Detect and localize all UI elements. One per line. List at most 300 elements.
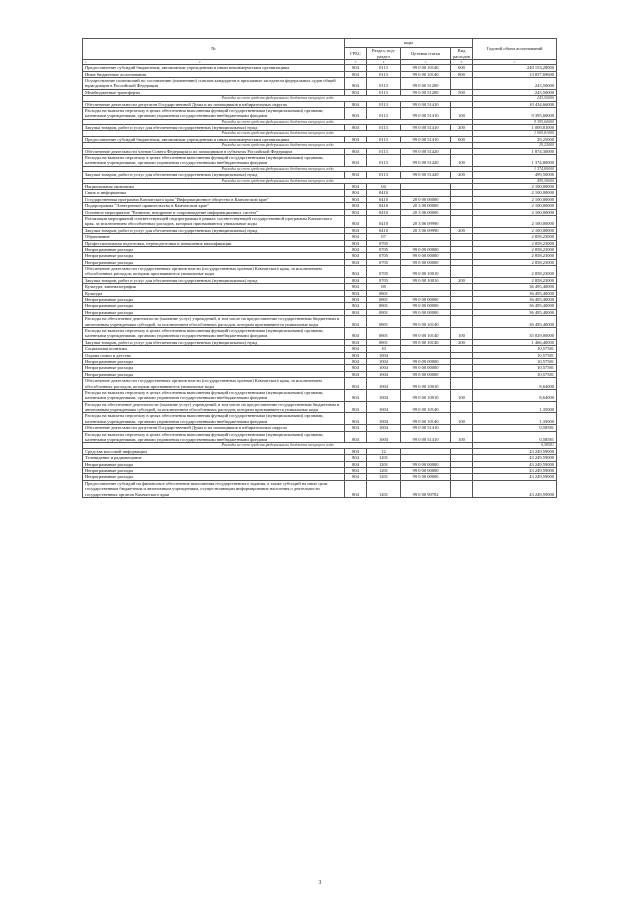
- razdel-cell: 0705: [367, 259, 401, 265]
- razdel-cell: 0801: [367, 316, 401, 328]
- target-article-cell: 20 3 06 09990: [401, 215, 451, 227]
- amount-cell: 2 858,23000: [473, 277, 557, 283]
- grbs-cell: 804: [345, 259, 367, 265]
- target-article-cell: 99 0 00 51410: [401, 125, 451, 131]
- grbs-cell: 804: [345, 190, 367, 196]
- header-sum: Годовой объем ассигнований: [473, 39, 557, 60]
- razdel-cell: 0705: [367, 277, 401, 283]
- razdel-cell: 1004: [367, 401, 401, 413]
- row-name: Расходы на выплаты персоналу в целях обеспечения выполнения функций государственными (муниципальными) органами, казенными учреждениями, органами управления государственными внебюджетными фондами: [83, 107, 345, 119]
- table-row: [83, 389, 557, 401]
- row-name: Расходы на выплаты персоналу в целях обеспечения выполнения функций государственными (муниципальными) органами, казенными учреждениями, органами управления государственными внебюджетными фондами: [83, 327, 345, 339]
- amount-cell: 2 100,00000: [473, 209, 557, 215]
- column-index-label: 1: [85, 60, 87, 64]
- amount-cell: 9 395,60000: [473, 119, 557, 124]
- razdel-cell: 0113: [367, 89, 401, 95]
- amount-cell: 10,57581: [473, 365, 557, 371]
- razdel-cell: 10: [367, 346, 401, 352]
- amount-cell: 0,58581: [473, 431, 557, 443]
- header-num: №: [83, 39, 345, 60]
- razdel-cell: 1004: [367, 413, 401, 425]
- target-article-cell: 99 0 00 10010: [401, 378, 451, 390]
- row-name: Непрограммные расходы: [83, 358, 345, 364]
- note-text: Расходы за счет средств федерального бюджета текущего года: [83, 443, 473, 448]
- amount-cell: 2 858,23000: [473, 234, 557, 240]
- row-name: Закупка товаров, работ и услуг для обеспечения государственных (муниципальных) нужд: [83, 277, 345, 283]
- amount-cell: 43 249,59000: [473, 455, 557, 461]
- expense-type-cell: 600: [451, 136, 473, 142]
- razdel-cell: 07: [367, 234, 401, 240]
- amount-cell: 1 874,30000: [473, 148, 557, 154]
- razdel-cell: 0113: [367, 107, 401, 119]
- note-text: Расходы за счет средств федерального бюджета текущего года: [83, 131, 473, 136]
- amount-cell: 43 249,59000: [473, 461, 557, 467]
- expense-type-cell: 200: [451, 227, 473, 233]
- row-name: Закупка товаров, работ и услуг для обеспечения государственных (муниципальных) нужд: [83, 227, 345, 233]
- column-index-cell: 4: [367, 60, 401, 65]
- amount-cell: 2 858,23000: [473, 240, 557, 246]
- amount-cell: 29,25000: [473, 136, 557, 142]
- grbs-cell: 804: [345, 303, 367, 309]
- grbs-cell: 804: [345, 209, 367, 215]
- row-name: Непрограммные расходы: [83, 474, 345, 480]
- razdel-cell: 1004: [367, 365, 401, 371]
- row-name: Охрана семьи и детства: [83, 352, 345, 358]
- grbs-cell: 804: [345, 327, 367, 339]
- header-grbs: ГРБС: [345, 48, 367, 60]
- budget-table: [82, 38, 557, 498]
- razdel-cell: 1004: [367, 352, 401, 358]
- razdel-cell: 0410: [367, 203, 401, 209]
- amount-cell: 2 100,00000: [473, 184, 557, 190]
- amount-cell: 36 495,40000: [473, 284, 557, 290]
- amount-cell: 1,35000: [473, 401, 557, 413]
- amount-cell: 2 100,00000: [473, 190, 557, 196]
- target-article-cell: 99 0 00 51420: [401, 155, 451, 167]
- grbs-cell: 804: [345, 309, 367, 315]
- amount-cell: 8,64000: [473, 378, 557, 390]
- grbs-cell: 804: [345, 215, 367, 227]
- target-article-cell: 99 0 00 10140: [401, 401, 451, 413]
- razdel-cell: 0113: [367, 71, 401, 77]
- grbs-cell: 804: [345, 365, 367, 371]
- target-article-cell: 99 0 00 10140: [401, 339, 451, 345]
- amount-cell: 243,50000: [473, 89, 557, 95]
- razdel-cell: 0801: [367, 309, 401, 315]
- row-name: Подпрограмма "Электронное правительство в Камчатском крае": [83, 203, 345, 209]
- table-row: [83, 107, 557, 119]
- target-article-cell: 99 0 00 00000: [401, 371, 451, 377]
- target-article-cell: 99 0 00 51410: [401, 107, 451, 119]
- amount-cell: 2 858,23000: [473, 266, 557, 278]
- grbs-cell: 804: [345, 240, 367, 246]
- razdel-cell: 08: [367, 284, 401, 290]
- grbs-cell: 804: [345, 480, 367, 497]
- note-text: Расходы за счет средств федерального бюджета текущего года: [83, 96, 473, 101]
- amount-cell: 1 374,80000: [473, 166, 557, 171]
- row-name: Расходы на выплаты персоналу в целях обеспечения выполнения функций государственными (муниципальными) органами, казенными учреждениями, органами управления государственными внебюджетными фондами: [83, 431, 345, 443]
- grbs-cell: 804: [345, 196, 367, 202]
- grbs-cell: 804: [345, 155, 367, 167]
- note-text: Расходы за счет средств федерального бюджета текущего года: [83, 119, 473, 124]
- row-name: Телевидение и радиовещание: [83, 455, 345, 461]
- table-row: [83, 378, 557, 390]
- table-row: [83, 215, 557, 227]
- razdel-cell: 0410: [367, 209, 401, 215]
- amount-cell: 29,25000: [473, 143, 557, 148]
- note-text: Расходы за счет средств федерального бюджета текущего года: [83, 178, 473, 183]
- row-name: Культура, кинематография: [83, 284, 345, 290]
- razdel-cell: 0410: [367, 190, 401, 196]
- grbs-cell: 804: [345, 413, 367, 425]
- razdel-cell: 1201: [367, 467, 401, 473]
- razdel-cell: 0113: [367, 136, 401, 142]
- table-row: [83, 413, 557, 425]
- header-codes: коды: [345, 39, 473, 48]
- grbs-cell: 804: [345, 389, 367, 401]
- row-name: Связь и информатика: [83, 190, 345, 196]
- grbs-cell: 804: [345, 65, 367, 71]
- row-name: Национальная экономика: [83, 184, 345, 190]
- column-index-cell: 3: [345, 60, 367, 65]
- amount-cell: 10,57581: [473, 358, 557, 364]
- expense-type-cell: [451, 215, 473, 227]
- grbs-cell: 804: [345, 378, 367, 390]
- row-name: Непрограммные расходы: [83, 303, 345, 309]
- razdel-cell: 12: [367, 448, 401, 454]
- razdel-cell: 0705: [367, 253, 401, 259]
- amount-cell: 43 249,59000: [473, 467, 557, 473]
- amount-cell: 0,58581: [473, 443, 557, 448]
- row-name: Обеспечение деятельности государственных органов власти (государственных органов) Камчатского края, за исключением обособленных расходов, которым присваиваются уникальные коды: [83, 378, 345, 390]
- target-article-cell: 99 0 00 00000: [401, 461, 451, 467]
- amount-cell: 10,57581: [473, 346, 557, 352]
- amount-cell: 2 858,23000: [473, 246, 557, 252]
- amount-cell: 2 100,00000: [473, 227, 557, 233]
- row-name: Государственная программа Камчатского края "Информационное общество в Камчатском крае": [83, 196, 345, 202]
- amount-cell: 8,64000: [473, 389, 557, 401]
- target-article-cell: 99 0 00 00000: [401, 358, 451, 364]
- grbs-cell: 804: [345, 227, 367, 233]
- grbs-cell: 804: [345, 89, 367, 95]
- target-article-cell: 99 0 00 51200: [401, 89, 451, 95]
- grbs-cell: 804: [345, 297, 367, 303]
- expense-type-cell: [451, 266, 473, 278]
- razdel-cell: 0410: [367, 227, 401, 233]
- row-name: Обеспечение деятельности депутатов Государственной Думы и их помощников в избирательных округах: [83, 425, 345, 431]
- razdel-cell: 1004: [367, 431, 401, 443]
- header-vr: Вид расходов: [451, 48, 473, 60]
- row-name: Непрограммные расходы: [83, 259, 345, 265]
- expense-type-cell: 500: [451, 89, 473, 95]
- row-name: Расходы на выплаты персоналу в целях обеспечения выполнения функций государственными (муниципальными) органами, казенными учреждениями, органами управления государственными внебюджетными фондами: [83, 389, 345, 401]
- razdel-cell: 0113: [367, 148, 401, 154]
- amount-cell: 36 495,40000: [473, 309, 557, 315]
- razdel-cell: 0801: [367, 327, 401, 339]
- row-name: Непрограммные расходы: [83, 253, 345, 259]
- expense-type-cell: 200: [451, 277, 473, 283]
- row-name: Непрограммные расходы: [83, 309, 345, 315]
- target-article-cell: 99 0 00 10010: [401, 277, 451, 283]
- row-name: Реализация мероприятий соответствующей подпрограммы в рамках соответствующей государственной программы Камчатского края, за исключением обособленных расходов, которым присваиваются уникальные коды: [83, 215, 345, 227]
- table-header: [83, 39, 557, 65]
- razdel-cell: 04: [367, 184, 401, 190]
- expense-type-cell: [451, 77, 473, 89]
- target-article-cell: 20 3 06 09990: [401, 227, 451, 233]
- grbs-cell: 804: [345, 246, 367, 252]
- target-article-cell: 99 0 00 51410: [401, 101, 451, 107]
- razdel-cell: 1201: [367, 455, 401, 461]
- table-row: [83, 327, 557, 339]
- expense-type-cell: 100: [451, 431, 473, 443]
- amount-cell: 2 100,00000: [473, 196, 557, 202]
- table-row: [83, 431, 557, 443]
- razdel-cell: 0705: [367, 246, 401, 252]
- table-row: [83, 316, 557, 328]
- target-article-cell: 99 0 00 00000: [401, 259, 451, 265]
- row-name: Расходы на обеспечение деятельности (оказание услуг) учреждений, в том числе на предоставление государственным бюджетным и автономным учреждениям субсидий, за исключением обособленных расходов, которым присваиваются уникальные коды: [83, 316, 345, 328]
- amount-cell: 36 495,40000: [473, 303, 557, 309]
- amount-cell: 1 466,40000: [473, 339, 557, 345]
- target-article-cell: 99 0 00 00000: [401, 297, 451, 303]
- grbs-cell: 804: [345, 358, 367, 364]
- razdel-cell: 0801: [367, 303, 401, 309]
- amount-cell: 43 249,59000: [473, 480, 557, 497]
- grbs-cell: 804: [345, 203, 367, 209]
- expense-type-cell: 100: [451, 389, 473, 401]
- grbs-cell: 804: [345, 172, 367, 178]
- row-name: Предоставление субсидий бюджетным, автономным учреждениям и иным некоммерческим организациям: [83, 136, 345, 142]
- razdel-cell: 0705: [367, 266, 401, 278]
- razdel-cell: 1201: [367, 480, 401, 497]
- table-row: [83, 480, 557, 497]
- amount-cell: 1,35000: [473, 413, 557, 425]
- page-number: 3: [318, 880, 322, 886]
- row-name: Обеспечение деятельности членов Совета Федерации и их помощников в субъектах Российской Федерации: [83, 148, 345, 154]
- target-article-cell: 99 0 00 90702: [401, 480, 451, 497]
- razdel-cell: 1004: [367, 389, 401, 401]
- target-article-cell: 99 0 00 51410: [401, 425, 451, 431]
- row-name: Непрограммные расходы: [83, 297, 345, 303]
- header-razdel: Раздел, под-раздел: [367, 48, 401, 60]
- target-article-cell: 99 0 00 51200: [401, 77, 451, 89]
- grbs-cell: 804: [345, 234, 367, 240]
- grbs-cell: 804: [345, 461, 367, 467]
- amount-cell: 0,58581: [473, 425, 557, 431]
- amount-cell: 36 495,40000: [473, 290, 557, 296]
- note-text: Расходы за счет средств федерального бюджета текущего года: [83, 166, 473, 171]
- amount-cell: 2 858,23000: [473, 259, 557, 265]
- expense-type-cell: 100: [451, 107, 473, 119]
- row-name: Культура: [83, 290, 345, 296]
- razdel-cell: 0801: [367, 290, 401, 296]
- grbs-cell: 804: [345, 467, 367, 473]
- grbs-cell: 804: [345, 352, 367, 358]
- grbs-cell: 804: [345, 266, 367, 278]
- grbs-cell: 804: [345, 474, 367, 480]
- amount-cell: 240 153,28000: [473, 65, 557, 71]
- expense-type-cell: 600: [451, 65, 473, 71]
- amount-cell: 10,57581: [473, 371, 557, 377]
- amount-cell: 10,57581: [473, 352, 557, 358]
- grbs-cell: 804: [345, 316, 367, 328]
- amount-cell: 35 029,00000: [473, 327, 557, 339]
- expense-type-cell: 100: [451, 413, 473, 425]
- target-article-cell: 99 0 00 00000: [401, 253, 451, 259]
- razdel-cell: 0113: [367, 65, 401, 71]
- row-name: Основное мероприятие "Развитие, внедрение и сопровождение информационных систем": [83, 209, 345, 215]
- grbs-cell: 804: [345, 136, 367, 142]
- row-name: Предоставление субсидий бюджетным, автономным учреждениям и иным некоммерческим организациям: [83, 65, 345, 71]
- razdel-cell: 1201: [367, 461, 401, 467]
- expense-type-cell: 200: [451, 125, 473, 131]
- razdel-cell: 1004: [367, 358, 401, 364]
- expense-type-cell: 800: [451, 71, 473, 77]
- row-name: Профессиональная подготовка, переподготовка и повышение квалификации: [83, 240, 345, 246]
- grbs-cell: 804: [345, 425, 367, 431]
- row-name: Непрограммные расходы: [83, 246, 345, 252]
- grbs-cell: 804: [345, 448, 367, 454]
- grbs-cell: 804: [345, 371, 367, 377]
- target-article-cell: 99 0 00 10010: [401, 266, 451, 278]
- amount-cell: 1 009,81000: [473, 131, 557, 136]
- row-name: Межбюджетные трансферты: [83, 89, 345, 95]
- row-name: Закупка товаров, работ и услуг для обеспечения государственных (муниципальных) нужд: [83, 172, 345, 178]
- row-name: Непрограммные расходы: [83, 371, 345, 377]
- table-row: [83, 155, 557, 167]
- razdel-cell: 1004: [367, 378, 401, 390]
- target-article-cell: 20 3 06 00000: [401, 209, 451, 215]
- target-article-cell: 99 0 00 10010: [401, 389, 451, 401]
- amount-cell: 2 858,23000: [473, 253, 557, 259]
- amount-cell: 43 249,59000: [473, 474, 557, 480]
- target-article-cell: 99 0 00 00000: [401, 309, 451, 315]
- grbs-cell: 804: [345, 431, 367, 443]
- amount-cell: 13 057,69600: [473, 71, 557, 77]
- amount-cell: 9 395,60000: [473, 107, 557, 119]
- row-name: Обеспечение деятельности государственных органов власти (государственных органов) Камчатского края, за исключением обособленных расходов, которым присваиваются уникальные коды: [83, 266, 345, 278]
- column-index-cell: 7: [473, 60, 557, 65]
- grbs-cell: 804: [345, 101, 367, 107]
- razdel-cell: 0113: [367, 172, 401, 178]
- row-name: Расходы на выплаты персоналу в целях обеспечения выполнения функций государственными (муниципальными) органами, казенными учреждениями, органами управления государственными внебюджетными фондами: [83, 413, 345, 425]
- amount-cell: 499,50000: [473, 172, 557, 178]
- row-name: Непрограммные расходы: [83, 467, 345, 473]
- razdel-cell: 0801: [367, 297, 401, 303]
- razdel-cell: 0410: [367, 215, 401, 227]
- razdel-cell: 1004: [367, 425, 401, 431]
- row-name: Осуществление полномочий по составлению (изменению) списков кандидатов в присяжные заседатели федеральных судов общей юрисдикции в Российской Федерации: [83, 77, 345, 89]
- target-article-cell: 99 0 00 51420: [401, 172, 451, 178]
- expense-type-cell: 200: [451, 339, 473, 345]
- row-name: Непрограммные расходы: [83, 365, 345, 371]
- grbs-cell: 804: [345, 107, 367, 119]
- razdel-cell: 0113: [367, 155, 401, 167]
- target-article-cell: 99 0 00 00000: [401, 467, 451, 473]
- target-article-cell: 99 0 00 10140: [401, 413, 451, 425]
- amount-cell: 36 495,40000: [473, 297, 557, 303]
- amount-cell: 10 434,66000: [473, 101, 557, 107]
- expense-type-cell: [451, 316, 473, 328]
- grbs-cell: 804: [345, 77, 367, 89]
- row-name: Расходы на обеспечение деятельности (оказание услуг) учреждений, в том числе на предоставление государственным бюджетным и автономным учреждениям субсидий, за исключением обособленных расходов, которым присваиваются уникальные коды: [83, 401, 345, 413]
- razdel-cell: 0113: [367, 77, 401, 89]
- target-article-cell: 99 0 00 51410: [401, 431, 451, 443]
- column-index-cell: 5: [401, 60, 451, 65]
- grbs-cell: 804: [345, 184, 367, 190]
- razdel-cell: 0410: [367, 196, 401, 202]
- target-article-cell: 99 0 00 00000: [401, 365, 451, 371]
- grbs-cell: 804: [345, 290, 367, 296]
- amount-cell: 2 100,00000: [473, 215, 557, 227]
- grbs-cell: 804: [345, 455, 367, 461]
- amount-cell: 1 009,81000: [473, 125, 557, 131]
- expense-type-cell: 100: [451, 155, 473, 167]
- expense-type-cell: 100: [451, 327, 473, 339]
- grbs-cell: 804: [345, 125, 367, 131]
- razdel-cell: 0801: [367, 339, 401, 345]
- row-name: Обеспечение деятельности депутатов Государственной Думы и их помощников в избирательных округах: [83, 101, 345, 107]
- razdel-cell: 0113: [367, 125, 401, 131]
- amount-cell: 499,50000: [473, 178, 557, 183]
- target-article-cell: 20 0 00 00000: [401, 196, 451, 202]
- amount-cell: 243,50000: [473, 77, 557, 89]
- amount-cell: 36 495,40000: [473, 316, 557, 328]
- row-name: Непрограммные расходы: [83, 461, 345, 467]
- target-article-cell: 99 0 00 00000: [401, 474, 451, 480]
- row-name: Расходы на выплаты персоналу в целях обеспечения выполнения функций государственными (муниципальными) органами, казенными учреждениями, органами управления государственными внебюджетными фондами: [83, 155, 345, 167]
- target-article-cell: 99 0 00 00000: [401, 246, 451, 252]
- grbs-cell: 804: [345, 253, 367, 259]
- grbs-cell: 804: [345, 71, 367, 77]
- target-article-cell: 99 0 00 10140: [401, 316, 451, 328]
- razdel-cell: 1004: [367, 371, 401, 377]
- row-name: Закупка товаров, работ и услуг для обеспечения государственных (муниципальных) нужд: [83, 339, 345, 345]
- grbs-cell: 804: [345, 284, 367, 290]
- row-name: Предоставление субсидий на финансовое обеспечение выполнения государственного задания, а также субсидий на иные цели государственным бюджетным и автономным учреждениям, осуществляющим информирование населения о деятельности государственных органов Камчатского края: [83, 480, 345, 497]
- expense-type-cell: [451, 378, 473, 390]
- note-text: Расходы за счет средств федерального бюджета текущего года: [83, 143, 473, 148]
- razdel-cell: 0113: [367, 101, 401, 107]
- row-name: Закупка товаров, работ и услуг для обеспечения государственных (муниципальных) нужд: [83, 125, 345, 131]
- expense-type-cell: [451, 401, 473, 413]
- target-article-cell: 99 0 00 10140: [401, 71, 451, 77]
- column-index-cell: 6: [451, 60, 473, 65]
- target-article-cell: 99 0 00 10140: [401, 327, 451, 339]
- razdel-cell: 1201: [367, 474, 401, 480]
- expense-type-cell: [451, 480, 473, 497]
- amount-cell: 243,50000: [473, 96, 557, 101]
- amount-cell: 1 374,80000: [473, 155, 557, 167]
- razdel-cell: 0705: [367, 240, 401, 246]
- column-index-label: 2: [198, 60, 201, 64]
- expense-type-cell: 200: [451, 172, 473, 178]
- grbs-cell: 804: [345, 339, 367, 345]
- table-body: [83, 65, 557, 498]
- row-name: Средства массовой информации: [83, 448, 345, 454]
- table-row: [83, 401, 557, 413]
- target-article-cell: 99 0 00 51420: [401, 148, 451, 154]
- row-name: Социальная политика: [83, 346, 345, 352]
- row-name: Иные бюджетные ассигнования: [83, 71, 345, 77]
- grbs-cell: 804: [345, 401, 367, 413]
- amount-cell: 43 249,59000: [473, 448, 557, 454]
- grbs-cell: 804: [345, 148, 367, 154]
- amount-cell: 2 100,00000: [473, 203, 557, 209]
- target-article-cell: 99 0 00 51410: [401, 136, 451, 142]
- table-row: [83, 77, 557, 89]
- table-row: [83, 266, 557, 278]
